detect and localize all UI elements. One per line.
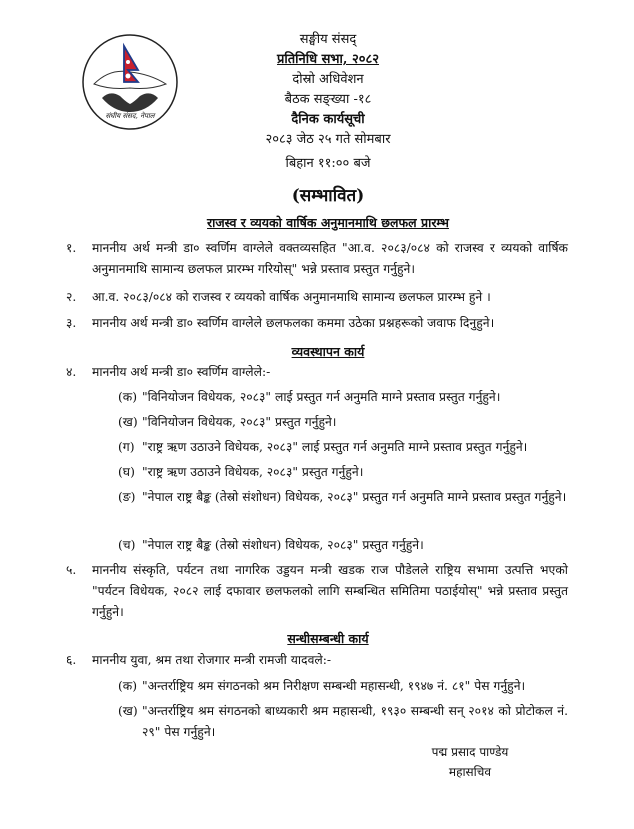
item-number: ६. <box>66 653 77 667</box>
item-number: ३. <box>66 316 77 330</box>
section-title-legislation: व्यवस्थापन कार्य <box>291 344 365 359</box>
meeting-number: बैठक सङ्ख्या -१८ <box>284 92 372 107</box>
sub-item-text: "नेपाल राष्ट्र बैङ्क (तेस्रो संशोधन) विधेयक, २०८३" प्रस्तुत गर्न अनुमति माग्ने प्रस्ताव प्रस्तुत गर्नुहुने। <box>142 490 567 504</box>
agenda-item-2: आ.व. २०८३/०८४ को राजस्व र व्ययको वार्षिक अनुमानमाथि सामान्य छलफल प्रारम्भ हुने । <box>92 290 491 304</box>
agenda-title: दैनिक कार्यसूची <box>291 112 365 127</box>
sub-item-letter: (ख) <box>118 704 138 718</box>
signatory-name: पद्म प्रसाद पाण्डेय <box>431 745 509 759</box>
section-title-treaty: सन्धीसम्बन्धी कार्य <box>287 631 369 646</box>
agenda-item-1: माननीय अर्थ मन्त्री डा० स्वर्णिम वाग्लेले वक्तव्यसहित "आ.व. २०८३/०८४ को राजस्व र व्ययको वार्षिक अनुमानमाथि सामान्य छलफल प्रारम्भ गरियोस्" भन्ने प्रस्ताव प्रस्तुत गर्नुहुने। <box>92 241 568 276</box>
item-number: ४. <box>66 365 77 379</box>
agenda-item-5: माननीय संस्कृति, पर्यटन तथा नागरिक उड्डयन मन्त्री खडक राज पौडेलले राष्ट्रिय सभामा उत्पत्ति भएको "पर्यटन विधेयक, २०८२ लाई दफावार छलफलको लागि सम्बन्धित समितिमा पठाईयोस्" भन्ने प्रस्ताव प्रस्तुत गर्नुहुने। <box>92 563 568 619</box>
signatory-title: महासचिव <box>448 765 492 779</box>
sub-item-letter: (क) <box>118 679 138 693</box>
agenda-item-3: माननीय अर्थ मन्त्री डा० स्वर्णिम वाग्लेले छलफलका कममा उठेका प्रश्नहरूको जवाफ दिनुहुने। <box>92 316 495 330</box>
tentative-label: (सम्भावित) <box>291 186 365 206</box>
session-label: दोस्रो अधिवेशन <box>292 72 364 87</box>
emblem-caption: संघीय संसद, नेपाल <box>105 112 155 120</box>
agenda-date: २०८३ जेठ २५ गते सोमबार <box>265 132 391 147</box>
sub-item-text: "विनियोजन विधेयक, २०८३" प्रस्तुत गर्नुहुने। <box>142 415 337 429</box>
sub-item-text: "राष्ट्र ऋण उठाउने विधेयक, २०८३" प्रस्तुत गर्नुहुने। <box>142 465 364 479</box>
item-number: १. <box>66 241 77 255</box>
agenda-time: बिहान ११:०० बजे <box>285 156 371 171</box>
agenda-item-4: माननीय अर्थ मन्त्री डा० स्वर्णिम वाग्लेले:- <box>92 365 271 379</box>
house-title: प्रतिनिधि सभा, २०८२ <box>276 52 380 67</box>
sub-item-text: "विनियोजन विधेयक, २०८३" लाई प्रस्तुत गर्न अनुमति माग्ने प्रस्ताव प्रस्तुत गर्नुहुने। <box>142 390 501 404</box>
sub-item-letter: (ख) <box>118 415 138 429</box>
parliament-name: सङ्घीय संसद् <box>299 32 357 47</box>
sub-item-letter: (ङ) <box>118 490 136 504</box>
agenda-header <box>0 30 634 174</box>
sub-item-letter: (घ) <box>118 465 135 479</box>
sub-item-text: "अन्तर्राष्ट्रिय श्रम संगठनको बाध्यकारी श्रम महासन्धी, १९३० सम्बन्धी सन् २०१४ को प्रोटोकल नं. २९" पेस गर्नुहुने। <box>142 704 568 739</box>
section-title-revenue: राजस्व र व्ययको वार्षिक अनुमानमाथि छलफल प्रारम्भ <box>207 215 449 230</box>
sub-item-text: "राष्ट्र ऋण उठाउने विधेयक, २०८३" लाई प्रस्तुत गर्न अनुमति माग्ने प्रस्ताव प्रस्तुत गर्नुहुने। <box>142 440 528 454</box>
signature-block <box>430 742 510 782</box>
item-number: २. <box>66 290 77 304</box>
agenda-item-6: माननीय युवा, श्रम तथा रोजगार मन्त्री रामजी यादवले:- <box>92 653 332 667</box>
sub-item-letter: (क) <box>118 390 138 404</box>
sub-item-letter: (ग) <box>118 440 135 454</box>
sub-item-text: "नेपाल राष्ट्र बैङ्क (तेस्रो संशोधन) विधेयक, २०८३" प्रस्तुत गर्नुहुने। <box>142 538 424 552</box>
item-number: ५. <box>66 563 77 577</box>
sub-item-text: "अन्तर्राष्ट्रिय श्रम संगठनको श्रम निरीक्षण सम्बन्धी महासन्धी, १९४७ नं. ८१" पेस गर्नुहुने। <box>142 679 526 693</box>
sub-item-letter: (च) <box>118 538 136 552</box>
